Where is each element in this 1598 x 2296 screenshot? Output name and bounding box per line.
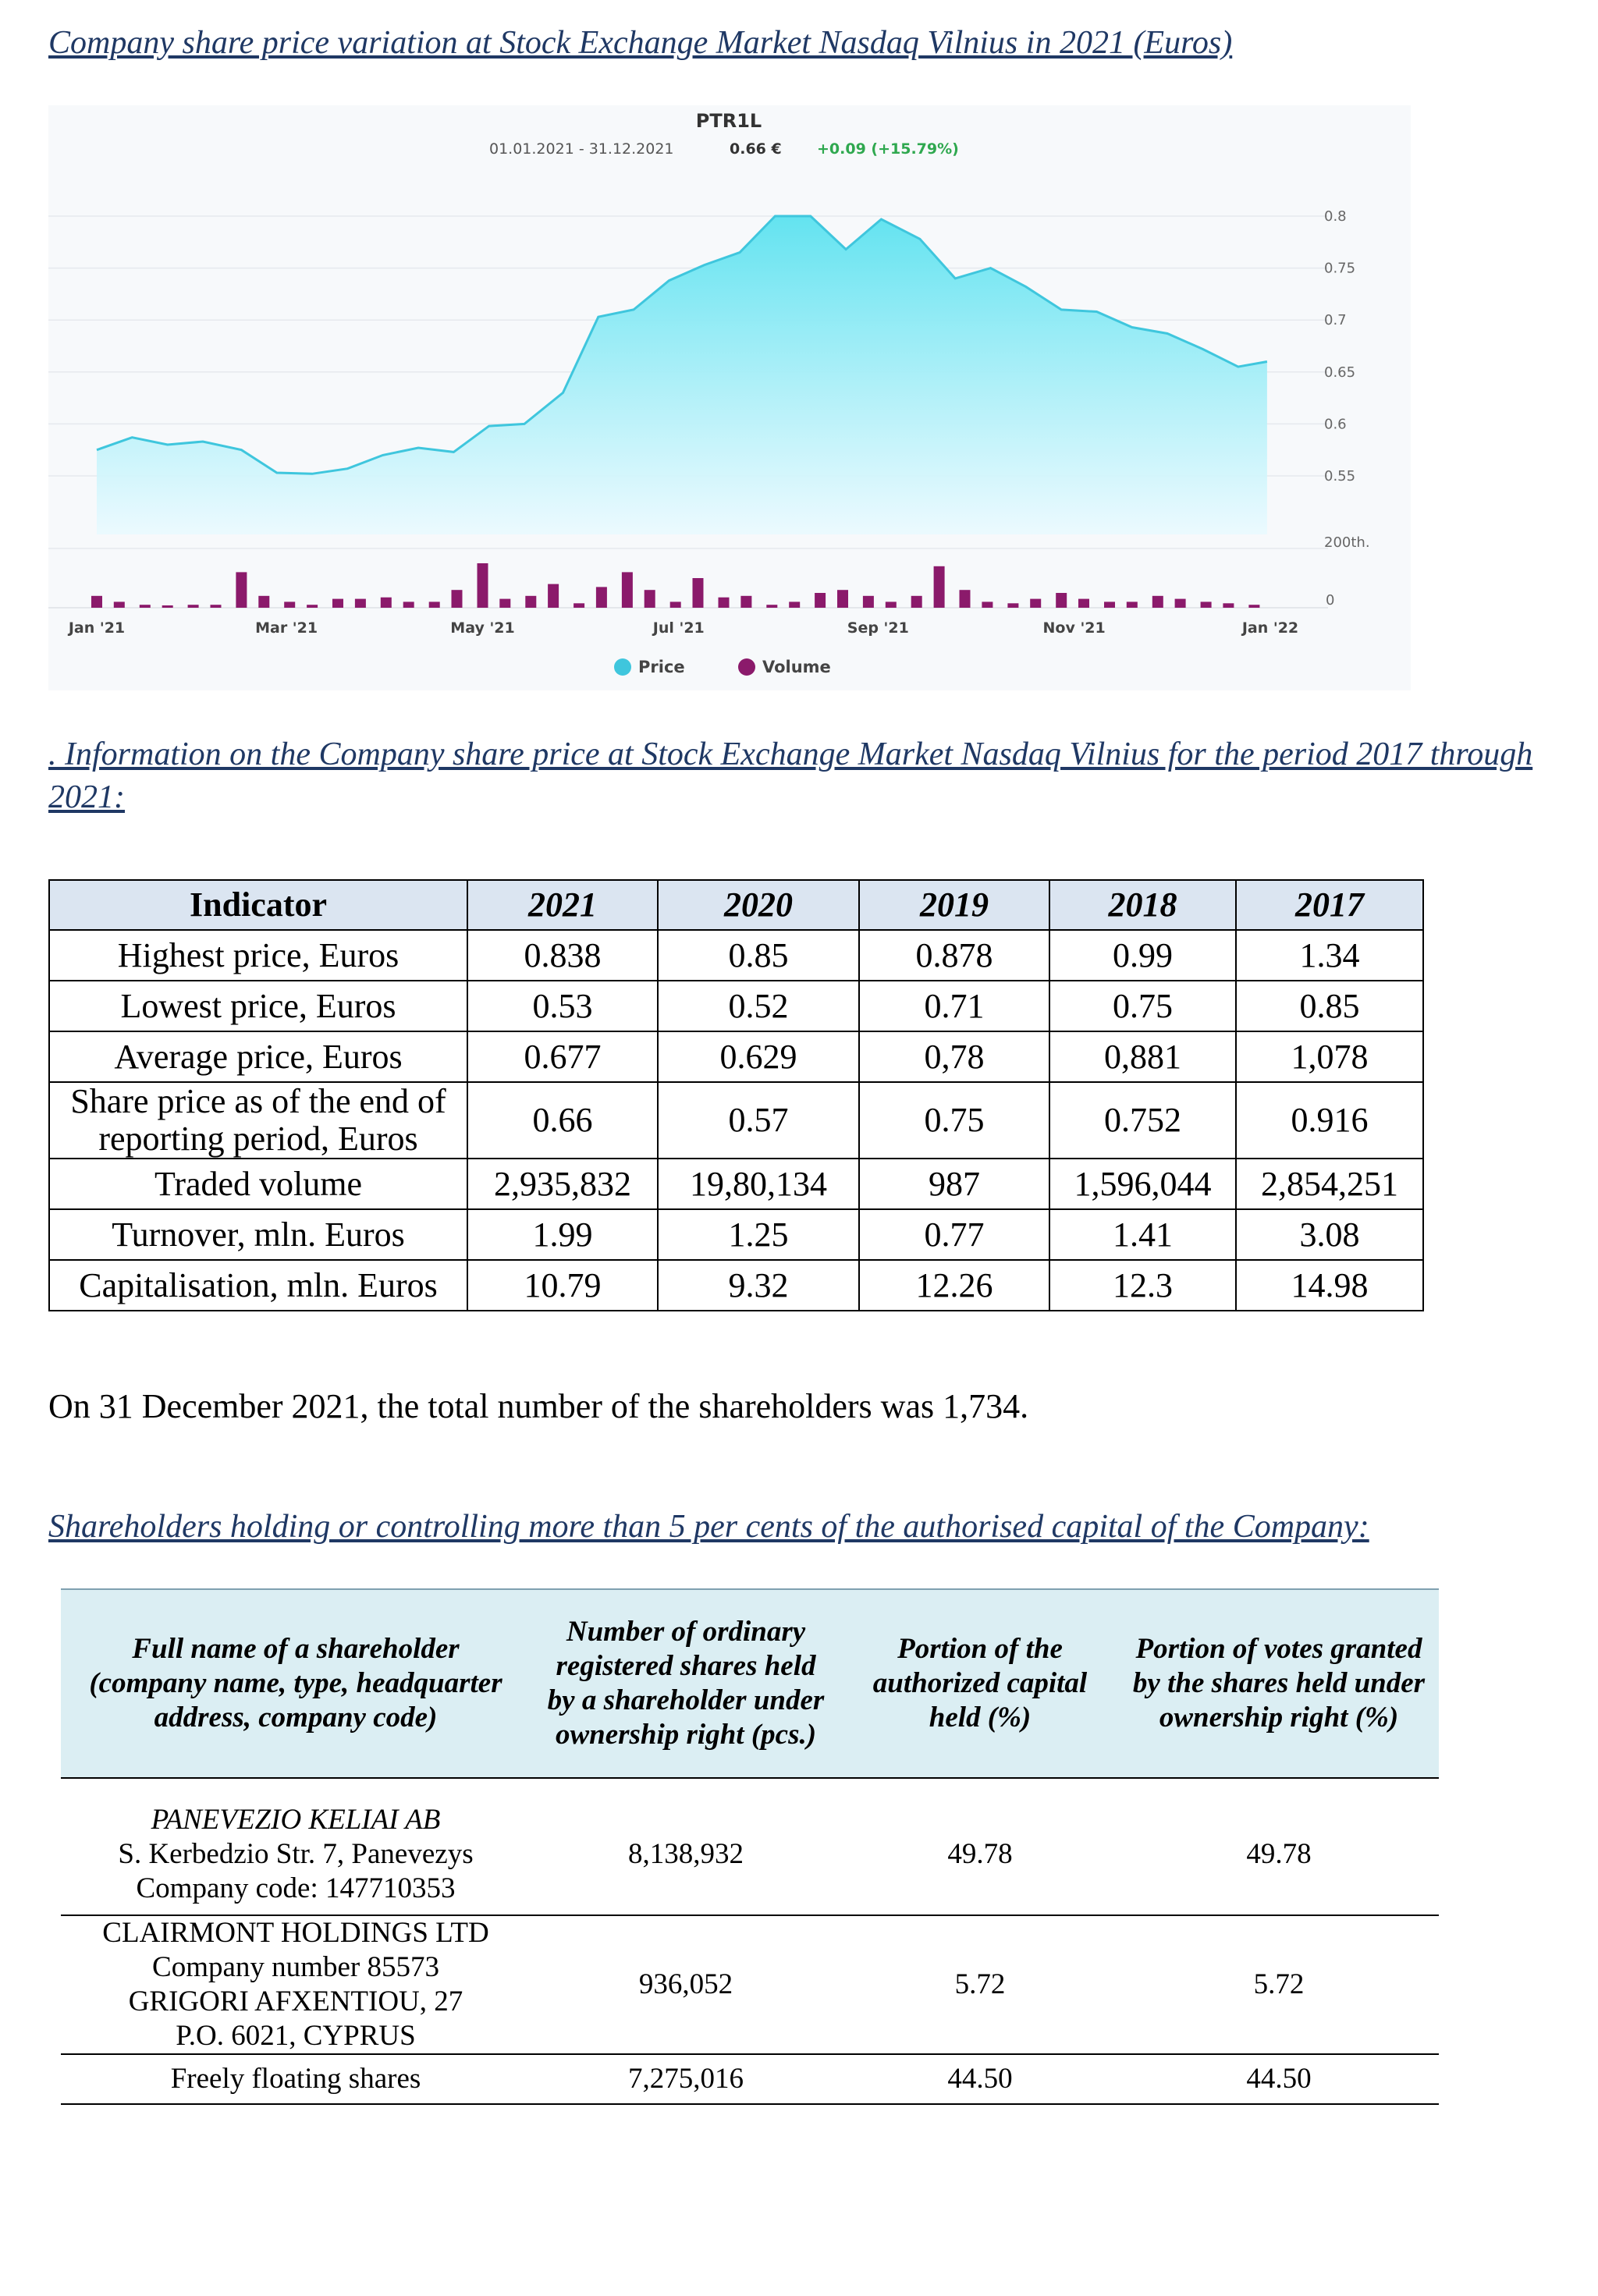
table-cell: 0.677 <box>467 1031 658 1082</box>
table-cell: 12.3 <box>1049 1260 1236 1311</box>
price-tick-label: 0.6 <box>1324 416 1347 433</box>
volume-bar <box>815 593 826 608</box>
volume-bar <box>114 602 125 608</box>
volume-bar <box>1175 599 1186 608</box>
table-row <box>61 1915 1439 2054</box>
date-tick-label: Jul '21 <box>652 619 705 637</box>
table-cell: 1.41 <box>1049 1209 1236 1260</box>
price-tick-label: 0.55 <box>1324 468 1356 484</box>
volume-bar <box>452 590 463 608</box>
volume-bar <box>1248 605 1259 608</box>
chart-heading: Company share price variation at Stock Exchange Market Nasdaq Vilnius in 2021 (Euros) <box>48 25 1233 61</box>
info-heading: . Information on the Company share price at Stock Exchange Market Nasdaq Vilnius for the period 2017 through 2021: <box>48 736 1533 815</box>
volume-bar <box>188 605 199 608</box>
table-cell: 1.34 <box>1236 930 1423 981</box>
volume-bar <box>1007 603 1018 608</box>
volume-bar <box>548 584 559 608</box>
col-2020: 2020 <box>658 880 859 930</box>
table-cell: 1.25 <box>658 1209 859 1260</box>
chart-svg <box>48 105 1411 690</box>
volume-bar <box>429 602 440 608</box>
table-row <box>49 981 1423 1031</box>
volume-bar <box>934 566 945 608</box>
share-count: 8,138,932 <box>531 1778 841 1915</box>
table-row <box>61 2054 1439 2104</box>
shareholder-name: PANEVEZIO KELIAI AB <box>151 1804 441 1836</box>
price-tick-label: 0.7 <box>1324 312 1347 329</box>
table-cell: 2,854,251 <box>1236 1159 1423 1209</box>
col-2019: 2019 <box>859 880 1049 930</box>
volume-bar <box>258 596 269 608</box>
table-cell: 0,881 <box>1049 1031 1236 1082</box>
holders-heading: Shareholders holding or controlling more than 5 per cents of the authorised capital of the Company: <box>48 1509 1369 1545</box>
shareholder-name: Freely floating shares <box>61 2054 531 2104</box>
table-cell: 3.08 <box>1236 1209 1423 1260</box>
col-2018: 2018 <box>1049 880 1236 930</box>
date-tick-label: Nov '21 <box>1042 619 1106 637</box>
volume-bar <box>574 603 584 608</box>
table-cell: 9.32 <box>658 1260 859 1311</box>
table-cell: 19,80,134 <box>658 1159 859 1209</box>
volume-bar <box>307 605 318 608</box>
row-label: Lowest price, Euros <box>49 981 467 1031</box>
chart-ticker: PTR1L <box>695 110 762 132</box>
volume-bar <box>740 596 751 608</box>
capital-portion: 44.50 <box>841 2054 1119 2104</box>
table-row <box>49 1031 1423 1082</box>
shareholder-code: Company number 85573 <box>152 1951 439 1983</box>
votes-portion: 44.50 <box>1119 2054 1439 2104</box>
volume-bar <box>960 590 971 608</box>
table-cell: 0.53 <box>467 981 658 1031</box>
chart-last-price: 0.66 € <box>730 140 782 158</box>
volume-bar <box>478 563 488 608</box>
volume-bar <box>1104 602 1115 608</box>
row-label: Turnover, mln. Euros <box>49 1209 467 1260</box>
col-share-count: Number of ordinary registered shares held by a shareholder under ownership right (pcs.) <box>531 1589 841 1778</box>
price-tick-label: 0.65 <box>1324 364 1356 381</box>
table-row <box>49 930 1423 981</box>
volume-bar <box>1078 599 1089 608</box>
shareholders-count-text: On 31 December 2021, the total number of the shareholders was 1,734. <box>48 1387 1029 1425</box>
volume-bar <box>622 572 633 608</box>
holders-header-row <box>61 1589 1439 1778</box>
table-cell: 12.26 <box>859 1260 1049 1311</box>
table-cell: 0.878 <box>859 930 1049 981</box>
volume-bar <box>1030 599 1041 608</box>
date-tick-label: Jan '22 <box>1241 619 1299 637</box>
table-cell: 2,935,832 <box>467 1159 658 1209</box>
volume-bar <box>1152 596 1163 608</box>
col-votes-portion: Portion of votes granted by the shares held under ownership right (%) <box>1119 1589 1439 1778</box>
shareholder-address: S. Kerbedzio Str. 7, Panevezys <box>118 1838 474 1870</box>
votes-portion: 5.72 <box>1119 1915 1439 2054</box>
legend-volume-label: Volume <box>762 658 831 676</box>
col-2017: 2017 <box>1236 880 1423 930</box>
table-cell: 1,596,044 <box>1049 1159 1236 1209</box>
shareholders-table <box>61 1588 1439 2105</box>
table-cell: 14.98 <box>1236 1260 1423 1311</box>
volume-bar <box>499 599 510 608</box>
indicator-header-row <box>49 880 1423 930</box>
volume-bar <box>91 596 102 608</box>
shareholder-address: P.O. 6021, CYPRUS <box>176 2020 416 2052</box>
volume-bar <box>837 590 848 608</box>
volume-tick-label: 200th. <box>1324 534 1370 551</box>
price-tick-label: 0.75 <box>1324 260 1356 277</box>
volume-bar <box>236 572 247 608</box>
table-cell: 0.71 <box>859 981 1049 1031</box>
table-cell: 0.629 <box>658 1031 859 1082</box>
volume-bar <box>284 602 295 608</box>
table-cell: 1.99 <box>467 1209 658 1260</box>
votes-portion: 49.78 <box>1119 1778 1439 1915</box>
table-cell: 1,078 <box>1236 1031 1423 1082</box>
table-cell: 0.99 <box>1049 930 1236 981</box>
volume-bar <box>1223 603 1234 608</box>
table-cell: 0.85 <box>658 930 859 981</box>
volume-bar <box>863 596 874 608</box>
table-row <box>49 1260 1423 1311</box>
shareholder-name: CLAIRMONT HOLDINGS LTD <box>102 1917 489 1949</box>
col-capital-portion: Portion of the authorized capital held (%) <box>841 1589 1119 1778</box>
row-label: Share price as of the end of reporting period, Euros <box>49 1082 467 1159</box>
table-cell: 0.75 <box>1049 981 1236 1031</box>
volume-bar <box>670 602 681 608</box>
date-tick-label: Jan '21 <box>68 619 126 637</box>
volume-bar <box>403 602 414 608</box>
share-count: 7,275,016 <box>531 2054 841 2104</box>
volume-bar <box>381 598 392 608</box>
col-2021: 2021 <box>467 880 658 930</box>
indicator-table <box>48 879 1424 1311</box>
volume-bar <box>766 605 777 608</box>
share-count: 936,052 <box>531 1915 841 2054</box>
volume-bar <box>332 599 343 608</box>
capital-portion: 49.78 <box>841 1778 1119 1915</box>
chart-period: 01.01.2021 - 31.12.2021 <box>489 140 674 158</box>
shareholder-cell <box>61 1778 531 1915</box>
shareholder-address: GRIGORI AFXENTIOU, 27 <box>128 1985 463 2017</box>
legend-price-marker <box>614 658 631 676</box>
table-cell: 0.75 <box>859 1082 1049 1159</box>
table-cell: 987 <box>859 1159 1049 1209</box>
table-cell: 0.66 <box>467 1082 658 1159</box>
table-cell: 10.79 <box>467 1260 658 1311</box>
col-indicator: Indicator <box>49 880 467 930</box>
table-cell: 0.85 <box>1236 981 1423 1031</box>
row-label: Average price, Euros <box>49 1031 467 1082</box>
volume-bar <box>789 602 800 608</box>
table-cell: 0.52 <box>658 981 859 1031</box>
table-cell: 0.77 <box>859 1209 1049 1260</box>
volume-bar <box>596 587 607 608</box>
row-label: Capitalisation, mln. Euros <box>49 1260 467 1311</box>
table-row <box>49 1209 1423 1260</box>
volume-bar <box>886 602 897 608</box>
price-tick-label: 0.8 <box>1324 208 1347 225</box>
table-cell: 0.57 <box>658 1082 859 1159</box>
volume-bar <box>525 596 536 608</box>
volume-tick-label: 0 <box>1326 592 1335 609</box>
volume-bar <box>355 599 366 608</box>
table-row <box>61 1778 1439 1915</box>
volume-bar <box>693 578 704 608</box>
volume-bar <box>140 605 151 608</box>
table-row <box>49 1159 1423 1209</box>
table-row <box>49 1082 1423 1159</box>
volume-bar <box>162 605 173 608</box>
legend-price-label: Price <box>638 658 685 676</box>
volume-bar <box>1056 593 1067 608</box>
chart-price-change: +0.09 (+15.79%) <box>817 140 959 158</box>
volume-bar <box>719 598 730 608</box>
col-shareholder-name: Full name of a shareholder (company name, type, headquarter address, company code) <box>61 1589 531 1778</box>
legend-volume-marker <box>738 658 755 676</box>
table-cell: 0.916 <box>1236 1082 1423 1159</box>
volume-bar <box>211 605 222 608</box>
table-cell: 0.752 <box>1049 1082 1236 1159</box>
shareholder-code: Company code: 147710353 <box>136 1872 456 1904</box>
share-price-chart <box>48 105 1411 690</box>
volume-bar <box>982 602 993 608</box>
date-tick-label: Sep '21 <box>847 619 909 637</box>
date-tick-label: May '21 <box>450 619 515 637</box>
capital-portion: 5.72 <box>841 1915 1119 2054</box>
volume-bar <box>645 590 655 608</box>
row-label: Traded volume <box>49 1159 467 1209</box>
shareholder-cell <box>61 1915 531 2054</box>
date-tick-label: Mar '21 <box>255 619 318 637</box>
row-label: Highest price, Euros <box>49 930 467 981</box>
table-cell: 0.838 <box>467 930 658 981</box>
table-cell: 0,78 <box>859 1031 1049 1082</box>
volume-bar <box>911 596 922 608</box>
volume-bar <box>1201 602 1212 608</box>
volume-bar <box>1127 602 1138 608</box>
